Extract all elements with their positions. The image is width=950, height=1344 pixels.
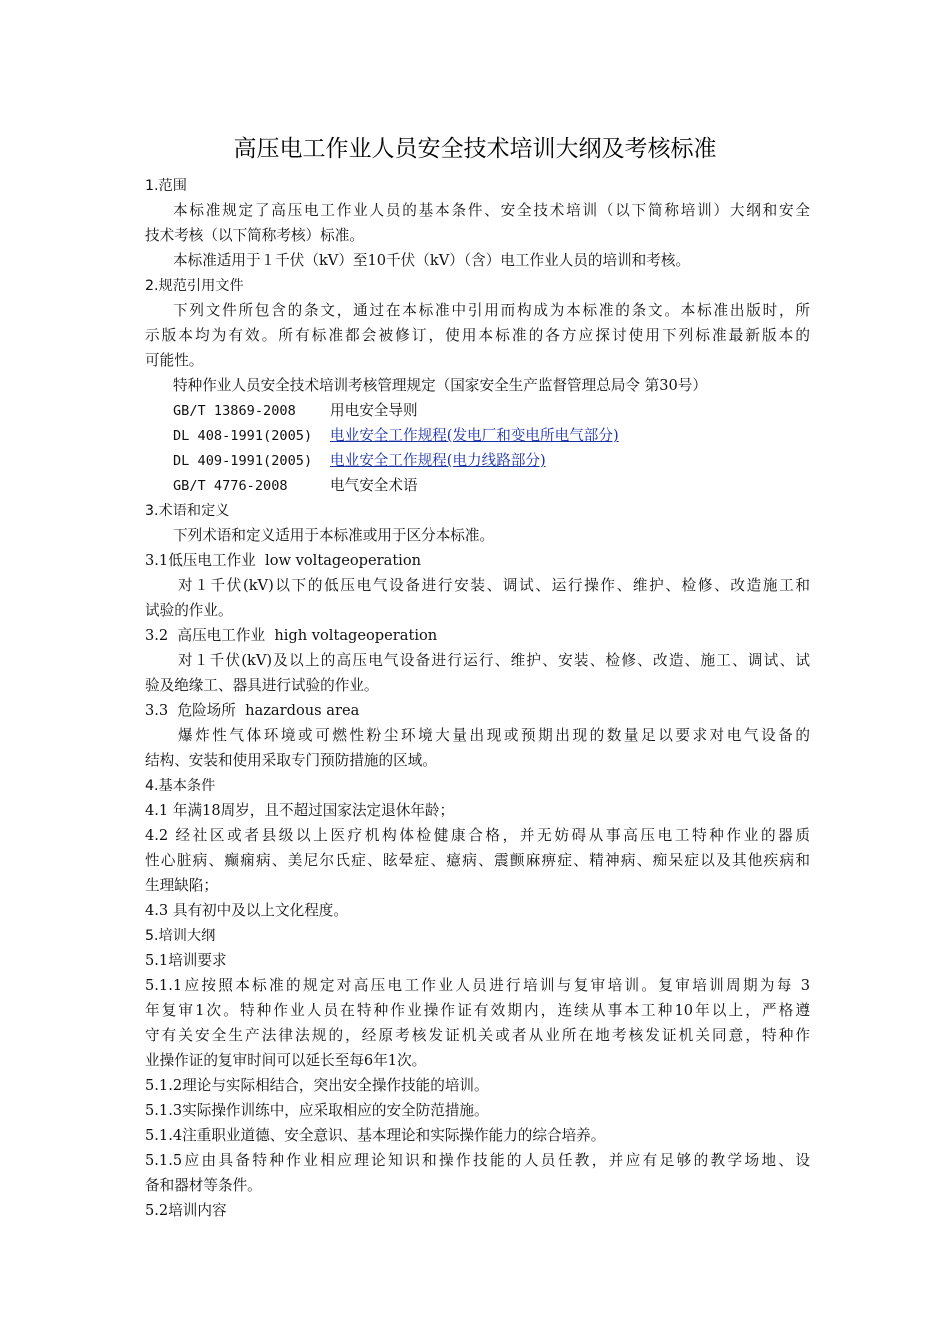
reference-code: DL 408-1991(2005) [173, 428, 313, 444]
paragraph-line: 技术考核（以下简称考核）标准。 [145, 227, 364, 244]
paragraph-line: 生理缺陷； [145, 877, 218, 894]
document-title: 高压电工作业人员安全技术培训大纲及考核标准 [233, 136, 717, 162]
list-item: 4.1 年满18周岁，且不超过国家法定退休年龄； [145, 802, 455, 819]
paragraph-line: 下列术语和定义适用于本标准或用于区分本标准。 [173, 527, 495, 544]
list-item: 5.1.3实际操作训练中，应采取相应的安全防范措施。 [145, 1102, 489, 1119]
paragraph-line: 对１千伏(kV)以下的低压电气设备进行安装、调试、运行操作、维护、检修、改造施工和 [178, 577, 810, 594]
section-heading-terms: 3.术语和定义 [145, 503, 230, 519]
list-item: 4.2 经社区或者县级以上医疗机构体检健康合格，并无妨碍从事高压电工特种作业的器质 [145, 827, 810, 844]
list-item: 5.1.4注重职业道德、安全意识、基本理论和实际操作能力的综合培养。 [145, 1127, 606, 1144]
paragraph-line: 本标准适用于１千伏（kV）至10千伏（kV）（含）电工作业人员的培训和考核。 [173, 252, 691, 269]
section-heading-references: 2.规范引用文件 [145, 278, 244, 294]
reference-link[interactable]: 电业安全工作规程(发电厂和变电所电气部分) [330, 427, 619, 444]
reference-code: GB/T 13869-2008 [173, 403, 296, 419]
paragraph-line: 可能性。 [145, 352, 204, 369]
subsection-heading: 5.1培训要求 [145, 952, 227, 969]
list-item: 4.3 具有初中及以上文化程度。 [145, 902, 348, 919]
term-heading: 3.1低压电工作业 low voltageoperation [145, 552, 422, 569]
paragraph-line: 示版本均为有效。所有标准都会被修订，使用本标准的各方应探讨使用下列标准最新版本的 [145, 327, 810, 344]
paragraph-line: 爆炸性气体环境或可燃性粉尘环境大量出现或预期出现的数量足以要求对电气设备的 [178, 727, 810, 744]
reference-name: 用电安全导则 [330, 402, 418, 419]
section-heading-conditions: 4.基本条件 [145, 778, 216, 794]
reference-code: GB/T 4776-2008 [173, 478, 288, 494]
list-item: 5.1.2理论与实际相结合，突出安全操作技能的培训。 [145, 1077, 489, 1094]
section-heading-syllabus: 5.培训大纲 [145, 928, 216, 944]
list-item: 5.1.5应由具备特种作业相应理论知识和操作技能的人员任教，并应有足够的教学场地、设 [145, 1152, 810, 1169]
paragraph-line: 守有关安全生产法律法规的，经原考核发证机关或者从业所在地考核发证机关同意，特种作 [145, 1027, 810, 1044]
paragraph-line: 验及绝缘工、器具进行试验的作业。 [145, 677, 379, 694]
paragraph-line: 业操作证的复审时间可以延长至每6年1次。 [145, 1052, 427, 1069]
paragraph-line: 备和器材等条件。 [145, 1177, 262, 1194]
paragraph-line: 特种作业人员安全技术培训考核管理规定（国家安全生产监督管理总局令 第30号） [173, 377, 707, 394]
subsection-heading: 5.2培训内容 [145, 1202, 227, 1219]
reference-code: DL 409-1991(2005) [173, 453, 313, 469]
section-heading-scope: 1.范围 [145, 178, 187, 194]
reference-name: 电气安全术语 [330, 477, 418, 494]
term-heading: 3.3 危险场所 hazardous area [145, 702, 360, 719]
paragraph-line: 本标准规定了高压电工作业人员的基本条件、安全技术培训（以下简称培训）大纲和安全 [173, 202, 810, 219]
term-heading: 3.2 高压电工作业 high voltageoperation [145, 627, 438, 644]
paragraph-line: 试验的作业。 [145, 602, 233, 619]
list-item: 5.1.1应按照本标准的规定对高压电工作业人员进行培训与复审培训。复审培训周期为每 3 [145, 977, 810, 994]
paragraph-line: 下列文件所包含的条文，通过在本标准中引用而构成为本标准的条文。本标准出版时，所 [173, 302, 810, 319]
paragraph-line: 性心脏病、癫痫病、美尼尔氏症、眩晕症、癔病、震颤麻痹症、精神病、痴呆症以及其他疾病和 [145, 852, 810, 869]
paragraph-line: 对１千伏(kV)及以上的高压电气设备进行运行、维护、安装、检修、改造、施工、调试、试 [178, 652, 810, 669]
reference-link[interactable]: 电业安全工作规程(电力线路部分) [330, 452, 546, 469]
paragraph-line: 年复审1次。特种作业人员在特种作业操作证有效期内，连续从事本工种10年以上，严格遵 [145, 1002, 810, 1019]
paragraph-line: 结构、安装和使用采取专门预防措施的区域。 [145, 752, 437, 769]
